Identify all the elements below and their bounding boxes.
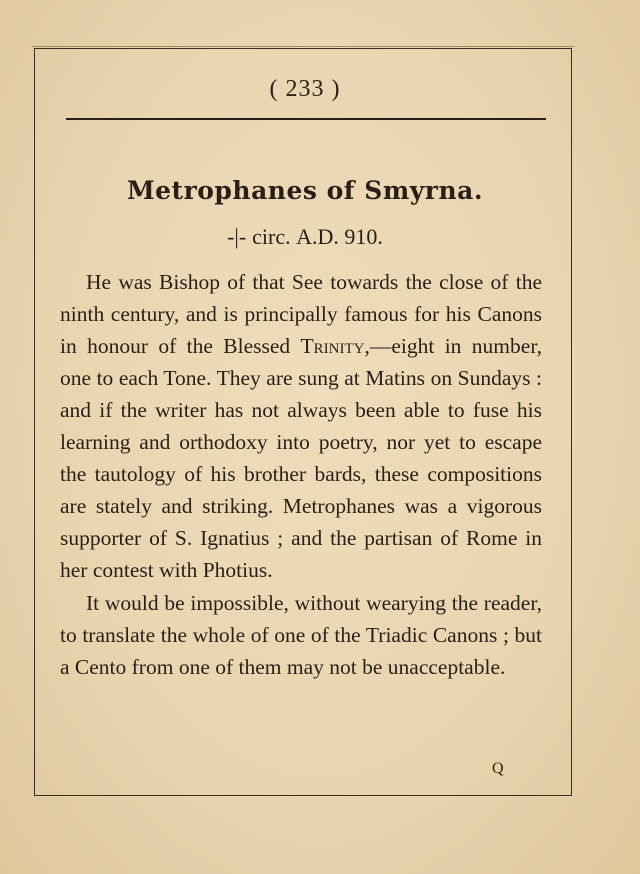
paragraph-1-part-2: ,—eight in number, one to each Tone. They are sung at Matins on Sundays : and if the writer has not always been able to fuse his learning and orthodoxy into poetry, nor yet to escape the tautology of his brother bards, these compositions are stately and striking. Metrophanes was a vigorous supporter of S. Ignatius ; and the partisan of Rome in her contest with Photius.: [60, 334, 542, 582]
frame-outer-line: [32, 46, 574, 47]
chapter-title: Metrophanes of Smyrna.: [126, 176, 484, 205]
paragraph-2: It would be impossible, without wearying the reader, to translate the whole of one of the Triadic Canons ; but a Cento from one of them may not be unacceptable.: [60, 591, 542, 679]
page-number: ( 233 ): [269, 76, 341, 102]
header-rule: [66, 118, 546, 120]
date-year: 910.: [338, 224, 383, 249]
signature-mark: Q: [492, 760, 504, 777]
paragraph-1: [60, 266, 542, 586]
paragraph-1-smallcaps: Trinity: [300, 334, 365, 358]
paragraph-1-part-1: He was Bishop of that See towards the close of the ninth century, and is principally famous for his Canons in honour of the Blessed: [60, 270, 542, 358]
date-era: A.D.: [296, 224, 339, 249]
date-line: [0, 224, 610, 250]
body-text: [60, 266, 542, 683]
date-prefix: circ.: [252, 224, 297, 249]
cross-icon: -|-: [227, 224, 247, 249]
